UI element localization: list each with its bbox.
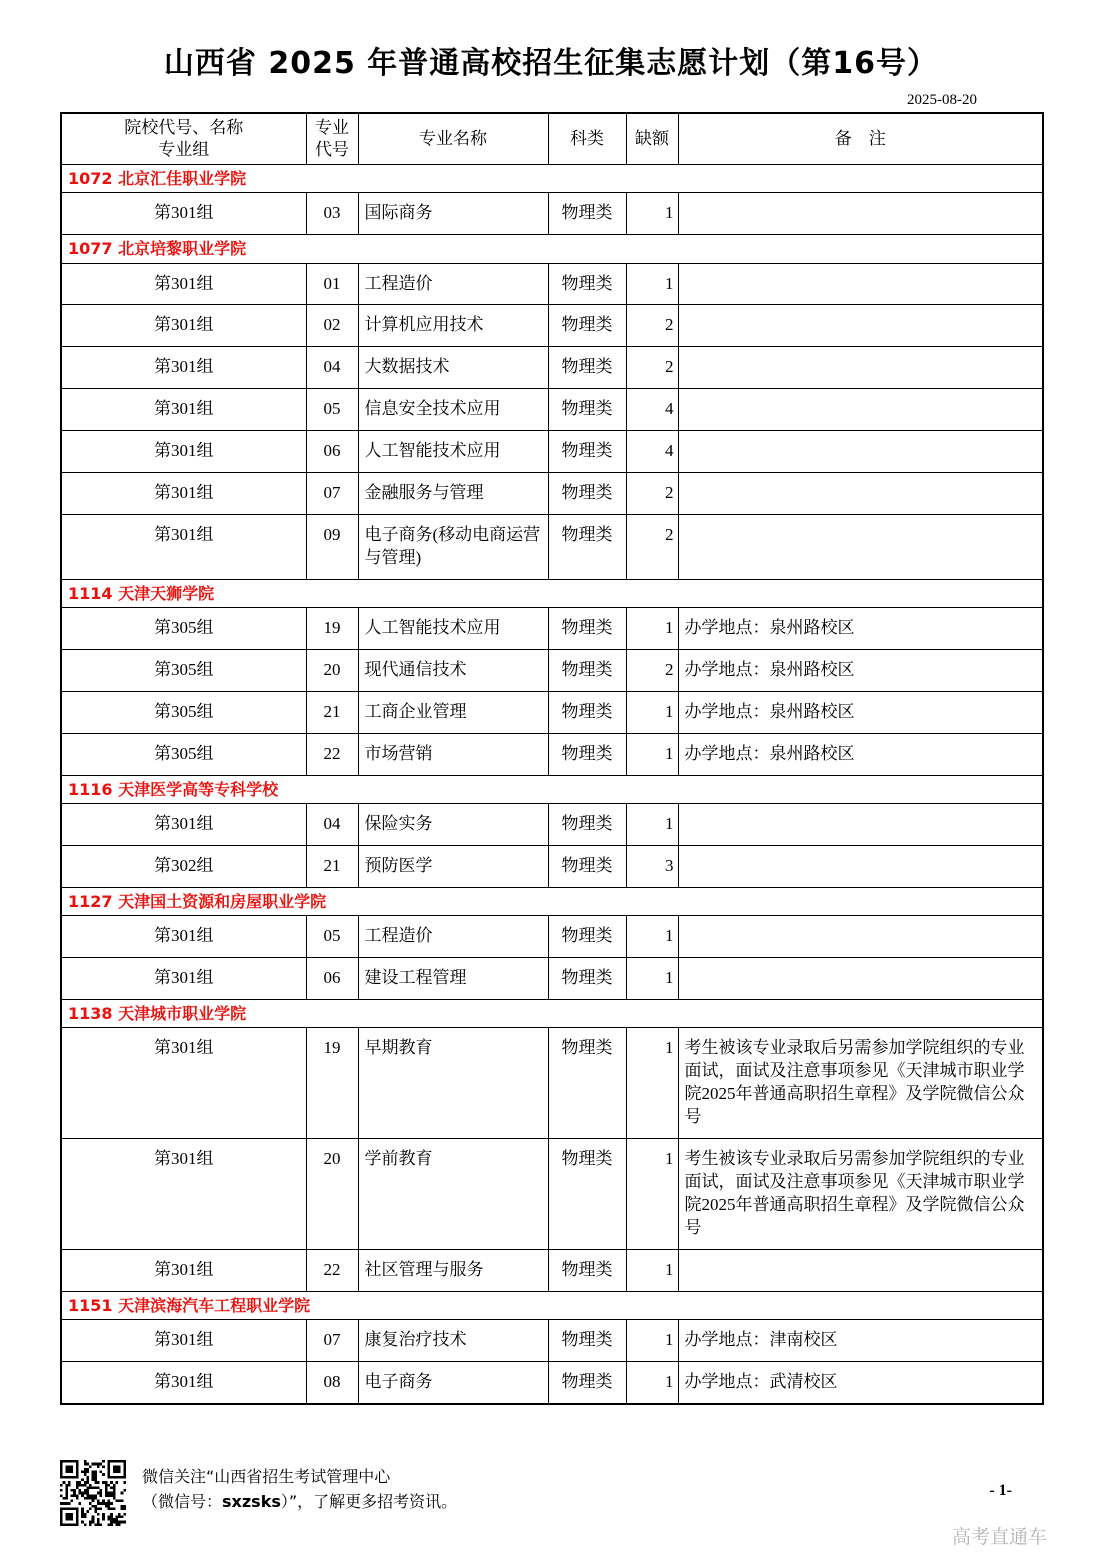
code-cell: 01 xyxy=(306,263,358,305)
qr-code xyxy=(60,1460,126,1526)
group-cell: 第301组 xyxy=(61,1361,306,1403)
group-cell: 第301组 xyxy=(61,916,306,958)
col-header-school-group xyxy=(61,113,306,165)
group-cell: 第301组 xyxy=(61,347,306,389)
plan-row xyxy=(61,1319,1043,1361)
major-cell: 工程造价 xyxy=(358,263,548,305)
code-cell: 20 xyxy=(306,1139,358,1250)
major-cell: 电子商务(移动电商运营与管理) xyxy=(358,515,548,580)
document-date: 2025-08-20 xyxy=(907,92,977,108)
remark-cell: 办学地点：泉州路校区 xyxy=(678,692,1043,734)
group-cell: 第301组 xyxy=(61,1249,306,1291)
category-cell: 物理类 xyxy=(548,916,626,958)
vacancy-cell: 2 xyxy=(626,650,678,692)
code-cell: 21 xyxy=(306,846,358,888)
category-cell: 物理类 xyxy=(548,804,626,846)
school-name: 1116 天津医学高等专科学校 xyxy=(61,775,1043,803)
vacancy-cell: 2 xyxy=(626,305,678,347)
remark-cell xyxy=(678,431,1043,473)
remark-cell xyxy=(678,193,1043,235)
group-cell: 第301组 xyxy=(61,193,306,235)
school-name: 1114 天津天狮学院 xyxy=(61,580,1043,608)
code-cell: 07 xyxy=(306,1319,358,1361)
remark-cell xyxy=(678,916,1043,958)
code-cell: 22 xyxy=(306,1249,358,1291)
code-cell: 05 xyxy=(306,916,358,958)
code-cell: 19 xyxy=(306,608,358,650)
major-cell: 国际商务 xyxy=(358,193,548,235)
col-header-school-line2: 专业组 xyxy=(158,140,210,160)
category-cell: 物理类 xyxy=(548,650,626,692)
group-cell: 第301组 xyxy=(61,1139,306,1250)
school-header-row xyxy=(61,888,1043,916)
school-name: 1151 天津滨海汽车工程职业学院 xyxy=(61,1291,1043,1319)
vacancy-cell: 1 xyxy=(626,734,678,776)
category-cell: 物理类 xyxy=(548,692,626,734)
vacancy-cell: 1 xyxy=(626,804,678,846)
category-cell: 物理类 xyxy=(548,193,626,235)
category-cell: 物理类 xyxy=(548,608,626,650)
remark-cell xyxy=(678,389,1043,431)
category-cell: 物理类 xyxy=(548,1361,626,1403)
vacancy-cell: 1 xyxy=(626,1319,678,1361)
vacancy-cell: 1 xyxy=(626,193,678,235)
code-cell: 04 xyxy=(306,804,358,846)
group-cell: 第302组 xyxy=(61,846,306,888)
vacancy-cell: 1 xyxy=(626,692,678,734)
code-cell: 08 xyxy=(306,1361,358,1403)
plan-row xyxy=(61,804,1043,846)
remark-cell: 考生被该专业录取后另需参加学院组织的专业面试，面试及注意事项参见《天津城市职业学院2025年普通高职招生章程》及学院微信公众号 xyxy=(678,1139,1043,1250)
category-cell: 物理类 xyxy=(548,263,626,305)
major-cell: 人工智能技术应用 xyxy=(358,431,548,473)
remark-cell xyxy=(678,1249,1043,1291)
col-header-major-code xyxy=(306,113,358,165)
school-header-row xyxy=(61,165,1043,193)
group-cell: 第301组 xyxy=(61,958,306,1000)
plan-row xyxy=(61,608,1043,650)
vacancy-cell: 1 xyxy=(626,608,678,650)
page-footer xyxy=(60,1460,1042,1526)
vacancy-cell: 1 xyxy=(626,1028,678,1139)
col-header-vacancy: 缺额 xyxy=(626,113,678,165)
plan-row xyxy=(61,650,1043,692)
plan-row xyxy=(61,1028,1043,1139)
major-cell: 学前教育 xyxy=(358,1139,548,1250)
plan-row xyxy=(61,692,1043,734)
group-cell: 第301组 xyxy=(61,263,306,305)
remark-cell xyxy=(678,958,1043,1000)
major-cell: 电子商务 xyxy=(358,1361,548,1403)
school-header-row xyxy=(61,235,1043,263)
vacancy-cell: 1 xyxy=(626,1361,678,1403)
group-cell: 第301组 xyxy=(61,515,306,580)
category-cell: 物理类 xyxy=(548,473,626,515)
code-cell: 03 xyxy=(306,193,358,235)
group-cell: 第305组 xyxy=(61,608,306,650)
major-cell: 市场营销 xyxy=(358,734,548,776)
major-cell: 工程造价 xyxy=(358,916,548,958)
vacancy-cell: 4 xyxy=(626,431,678,473)
vacancy-cell: 1 xyxy=(626,263,678,305)
category-cell: 物理类 xyxy=(548,1249,626,1291)
code-cell: 06 xyxy=(306,958,358,1000)
vacancy-cell: 1 xyxy=(626,1249,678,1291)
plan-row xyxy=(61,389,1043,431)
remark-cell xyxy=(678,263,1043,305)
plan-row xyxy=(61,305,1043,347)
plan-row xyxy=(61,193,1043,235)
col-header-school-line1: 院校代号、名称 xyxy=(124,118,244,137)
watermark: 高考直通车 xyxy=(951,1526,1047,1548)
code-cell: 04 xyxy=(306,347,358,389)
wechat-id: sxzsks xyxy=(222,1492,281,1512)
group-cell: 第305组 xyxy=(61,734,306,776)
remark-cell: 办学地点：泉州路校区 xyxy=(678,608,1043,650)
category-cell: 物理类 xyxy=(548,1028,626,1139)
vacancy-cell: 1 xyxy=(626,916,678,958)
remark-cell xyxy=(678,804,1043,846)
vacancy-cell: 1 xyxy=(626,958,678,1000)
code-cell: 07 xyxy=(306,473,358,515)
col-header-major-name: 专业名称 xyxy=(358,113,548,165)
code-cell: 19 xyxy=(306,1028,358,1139)
plan-table-body xyxy=(61,165,1043,1404)
category-cell: 物理类 xyxy=(548,389,626,431)
code-cell: 22 xyxy=(306,734,358,776)
col-header-major-code-line1: 专业 xyxy=(315,118,349,137)
code-cell: 21 xyxy=(306,692,358,734)
group-cell: 第305组 xyxy=(61,692,306,734)
plan-table xyxy=(60,112,1044,1405)
remark-cell xyxy=(678,515,1043,580)
remark-cell: 办学地点：泉州路校区 xyxy=(678,650,1043,692)
remark-cell: 办学地点：武清校区 xyxy=(678,1361,1043,1403)
page-number: - 1- xyxy=(989,1481,1012,1499)
vacancy-cell: 4 xyxy=(626,389,678,431)
group-cell: 第301组 xyxy=(61,804,306,846)
plan-row xyxy=(61,347,1043,389)
category-cell: 物理类 xyxy=(548,1139,626,1250)
major-cell: 大数据技术 xyxy=(358,347,548,389)
group-cell: 第305组 xyxy=(61,650,306,692)
group-cell: 第301组 xyxy=(61,1319,306,1361)
code-cell: 05 xyxy=(306,389,358,431)
major-cell: 信息安全技术应用 xyxy=(358,389,548,431)
plan-row xyxy=(61,515,1043,580)
plan-row xyxy=(61,734,1043,776)
major-cell: 计算机应用技术 xyxy=(358,305,548,347)
remark-cell: 办学地点：泉州路校区 xyxy=(678,734,1043,776)
major-cell: 康复治疗技术 xyxy=(358,1319,548,1361)
vacancy-cell: 3 xyxy=(626,846,678,888)
group-cell: 第301组 xyxy=(61,389,306,431)
major-cell: 早期教育 xyxy=(358,1028,548,1139)
remark-cell xyxy=(678,846,1043,888)
category-cell: 物理类 xyxy=(548,734,626,776)
major-cell: 预防医学 xyxy=(358,846,548,888)
code-cell: 09 xyxy=(306,515,358,580)
code-cell: 02 xyxy=(306,305,358,347)
table-header-row xyxy=(61,113,1043,165)
wechat-note-line2-suffix: ）”，了解更多招考资讯。 xyxy=(280,1492,458,1512)
wechat-note-line2 xyxy=(142,1489,457,1515)
vacancy-cell: 2 xyxy=(626,515,678,580)
school-header-row xyxy=(61,580,1043,608)
category-cell: 物理类 xyxy=(548,846,626,888)
major-cell: 人工智能技术应用 xyxy=(358,608,548,650)
school-name: 1077 北京培黎职业学院 xyxy=(61,235,1043,263)
wechat-note-line1: 微信关注“山西省招生考试管理中心 xyxy=(142,1466,391,1486)
category-cell: 物理类 xyxy=(548,1319,626,1361)
code-cell: 20 xyxy=(306,650,358,692)
vacancy-cell: 1 xyxy=(626,1139,678,1250)
plan-row xyxy=(61,473,1043,515)
plan-row xyxy=(61,263,1043,305)
remark-cell: 办学地点：津南校区 xyxy=(678,1319,1043,1361)
remark-cell xyxy=(678,473,1043,515)
school-header-row xyxy=(61,1000,1043,1028)
remark-cell xyxy=(678,347,1043,389)
plan-row xyxy=(61,431,1043,473)
school-name: 1072 北京汇佳职业学院 xyxy=(61,165,1043,193)
category-cell: 物理类 xyxy=(548,958,626,1000)
major-cell: 现代通信技术 xyxy=(358,650,548,692)
plan-row xyxy=(61,958,1043,1000)
major-cell: 工商企业管理 xyxy=(358,692,548,734)
group-cell: 第301组 xyxy=(61,473,306,515)
qr-code-svg xyxy=(60,1460,126,1526)
major-cell: 建设工程管理 xyxy=(358,958,548,1000)
category-cell: 物理类 xyxy=(548,305,626,347)
page-title: 山西省 2025 年普通高校招生征集志愿计划（第16号） xyxy=(163,46,939,81)
school-name: 1138 天津城市职业学院 xyxy=(61,1000,1043,1028)
school-header-row xyxy=(61,1291,1043,1319)
plan-row xyxy=(61,1249,1043,1291)
code-cell: 06 xyxy=(306,431,358,473)
wechat-note-line2-prefix: （微信号： xyxy=(142,1492,223,1512)
school-name: 1127 天津国土资源和房屋职业学院 xyxy=(61,888,1043,916)
vacancy-cell: 2 xyxy=(626,473,678,515)
plan-row xyxy=(61,1361,1043,1403)
vacancy-cell: 2 xyxy=(626,347,678,389)
category-cell: 物理类 xyxy=(548,347,626,389)
col-header-category: 科类 xyxy=(548,113,626,165)
major-cell: 金融服务与管理 xyxy=(358,473,548,515)
category-cell: 物理类 xyxy=(548,515,626,580)
major-cell: 社区管理与服务 xyxy=(358,1249,548,1291)
group-cell: 第301组 xyxy=(61,431,306,473)
group-cell: 第301组 xyxy=(61,305,306,347)
wechat-note xyxy=(142,1460,457,1515)
remark-cell xyxy=(678,305,1043,347)
remark-cell: 考生被该专业录取后另需参加学院组织的专业面试，面试及注意事项参见《天津城市职业学院2025年普通高职招生章程》及学院微信公众号 xyxy=(678,1028,1043,1139)
col-header-major-code-line2: 代号 xyxy=(315,140,349,160)
plan-row xyxy=(61,1139,1043,1250)
category-cell: 物理类 xyxy=(548,431,626,473)
plan-row xyxy=(61,916,1043,958)
col-header-remark: 备 注 xyxy=(678,113,1043,165)
group-cell: 第301组 xyxy=(61,1028,306,1139)
school-header-row xyxy=(61,775,1043,803)
major-cell: 保险实务 xyxy=(358,804,548,846)
plan-row xyxy=(61,846,1043,888)
